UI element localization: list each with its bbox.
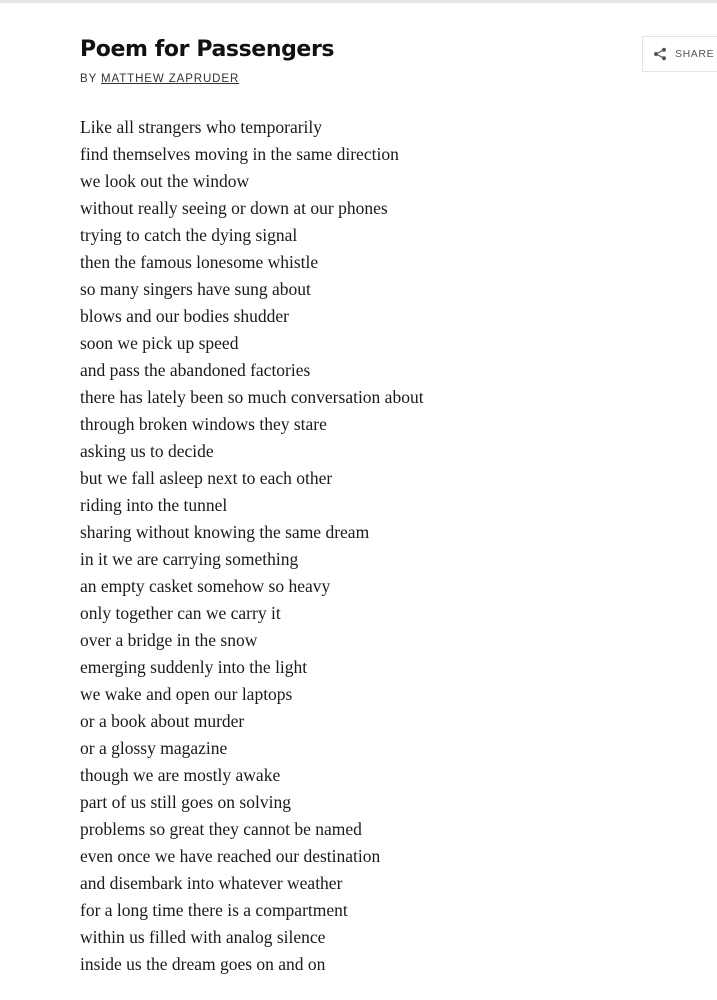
poem-line: there has lately been so much conversation about — [80, 387, 424, 407]
poem-line: Like all strangers who temporarily — [80, 117, 323, 137]
share-label: SHARE — [675, 48, 715, 60]
poem-line: we look out the window — [80, 171, 250, 191]
poem-line: inside us the dream goes on and on — [80, 954, 326, 974]
poem-line: only together can we carry it — [80, 603, 281, 623]
poem-line: or a glossy magazine — [80, 738, 228, 758]
top-divider — [0, 0, 717, 3]
poem-line: for a long time there is a compartment — [80, 900, 348, 920]
byline-prefix: BY — [80, 73, 102, 85]
share-icon — [653, 47, 667, 61]
poem-body — [80, 114, 424, 978]
share-button[interactable] — [642, 36, 717, 72]
poem-line: but we fall asleep next to each other — [80, 468, 333, 488]
author-link[interactable]: MATTHEW ZAPRUDER — [101, 73, 240, 85]
poem-line: in it we are carrying something — [80, 549, 299, 569]
poem-line: trying to catch the dying signal — [80, 225, 298, 245]
poem-line: soon we pick up speed — [80, 333, 239, 353]
poem-line: problems so great they cannot be named — [80, 819, 362, 839]
poem-line: and pass the abandoned factories — [80, 360, 311, 380]
page-title: Poem for Passengers — [80, 37, 335, 62]
poem-line: find themselves moving in the same direction — [80, 144, 399, 164]
poem-line: though we are mostly awake — [80, 765, 281, 785]
poem-line: emerging suddenly into the light — [80, 657, 308, 677]
poem-line: within us filled with analog silence — [80, 927, 326, 947]
poem-line: blows and our bodies shudder — [80, 306, 290, 326]
poem-line: riding into the tunnel — [80, 495, 228, 515]
poem-line: without really seeing or down at our phones — [80, 198, 388, 218]
poem-line: an empty casket somehow so heavy — [80, 576, 331, 596]
poem-line: and disembark into whatever weather — [80, 873, 343, 893]
poem-line: then the famous lonesome whistle — [80, 252, 319, 272]
byline — [80, 72, 239, 86]
poem-line: we wake and open our laptops — [80, 684, 293, 704]
poem-line: even once we have reached our destination — [80, 846, 381, 866]
poem-line: or a book about murder — [80, 711, 245, 731]
poem-line: through broken windows they stare — [80, 414, 327, 434]
poem-line: sharing without knowing the same dream — [80, 522, 370, 542]
poem-line: asking us to decide — [80, 441, 214, 461]
poem-line: so many singers have sung about — [80, 279, 311, 299]
poem-line: part of us still goes on solving — [80, 792, 291, 812]
poem-line: over a bridge in the snow — [80, 630, 258, 650]
